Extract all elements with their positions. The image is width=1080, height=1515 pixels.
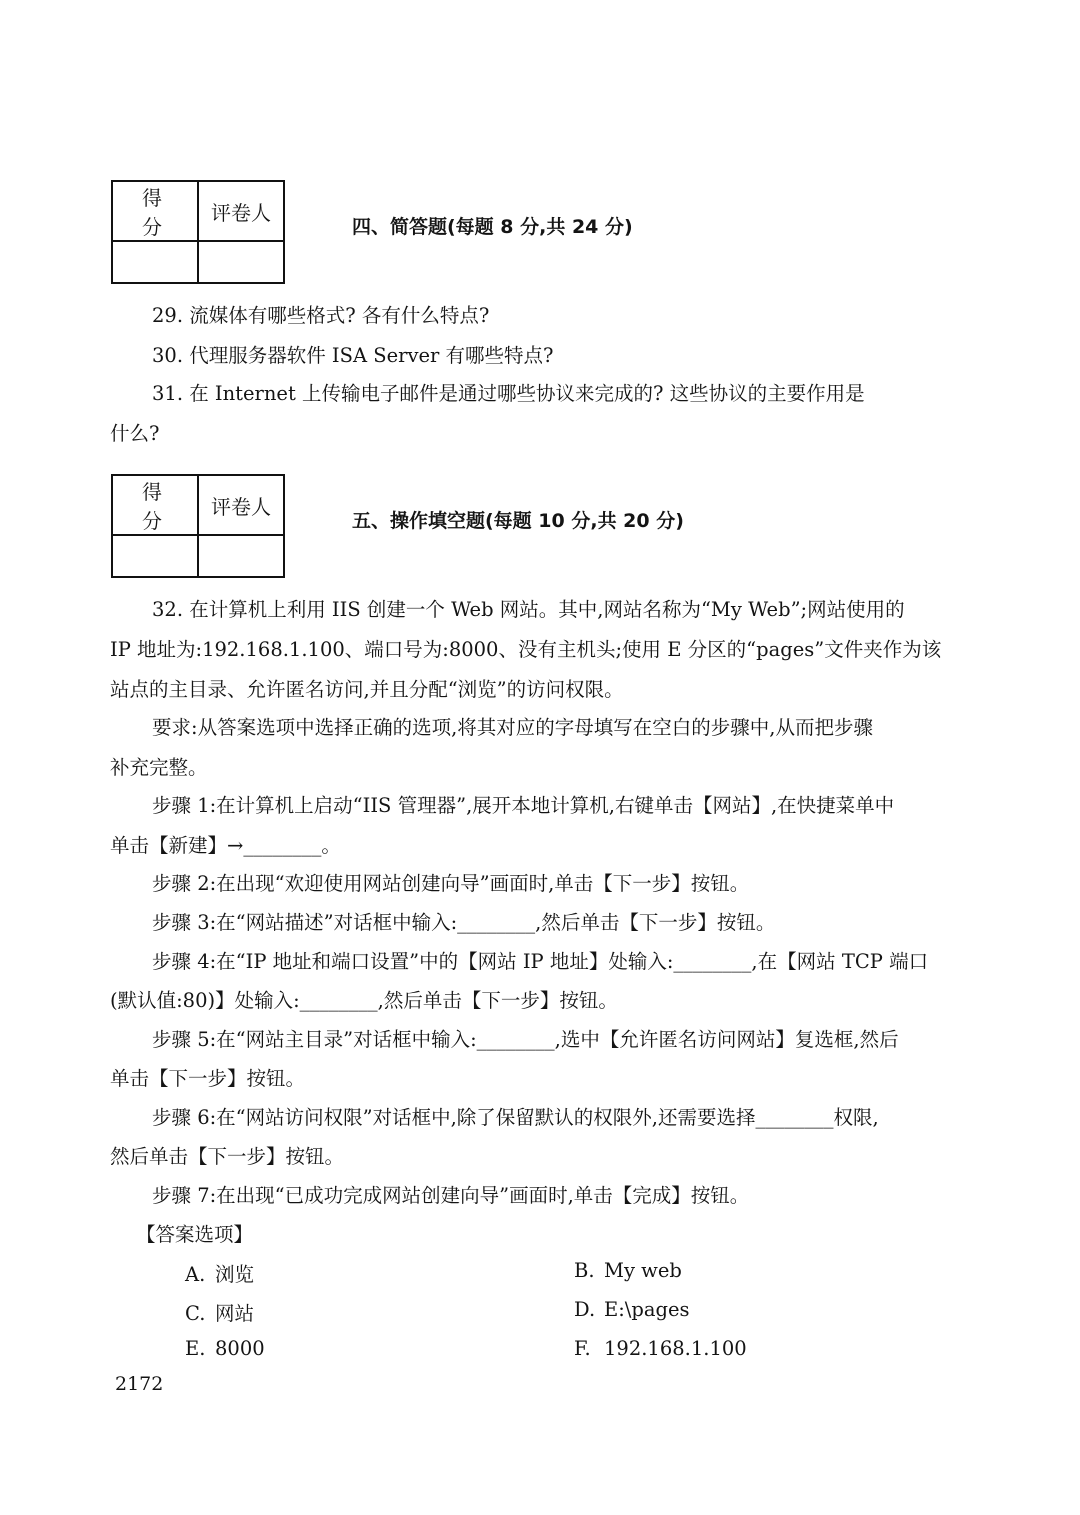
step-5-line1: 步骤 5:在“网站主目录”对话框中输入:________,选中【允许匿名访问网站】复选框,然后	[152, 1028, 899, 1051]
step-4-line1: 步骤 4:在“IP 地址和端口设置”中的【网站 IP 地址】处输入:________,在【网站 TCP 端口	[152, 950, 929, 973]
question-32-line3: 站点的主目录、允许匿名访问,并且分配“浏览”的访问权限。	[110, 678, 624, 701]
step-6-line2: 然后单击【下一步】按钮。	[110, 1145, 345, 1168]
option-d	[574, 1298, 690, 1321]
step-2: 步骤 2:在出现“欢迎使用网站创建向导”画面时,单击【下一步】按钮。	[152, 872, 750, 895]
page-number: 2172	[115, 1373, 164, 1395]
option-letter: F.	[574, 1337, 591, 1360]
question-31-line1: 31. 在 Internet 上传输电子邮件是通过哪些协议来完成的? 这些协议的主要作用是	[152, 382, 865, 405]
option-b	[574, 1259, 682, 1282]
step-4-line2: (默认值:80)】处输入:________,然后单击【下一步】按钮。	[110, 989, 618, 1012]
question-30: 30. 代理服务器软件 ISA Server 有哪些特点?	[152, 344, 554, 367]
step-7: 步骤 7:在出现“已成功完成网站创建向导”画面时,单击【完成】按钮。	[152, 1184, 750, 1207]
option-text: E:\pages	[604, 1298, 690, 1321]
option-letter: A.	[185, 1263, 206, 1286]
question-32-line1: 32. 在计算机上利用 IIS 创建一个 Web 网站。其中,网站名称为“My Web”;网站使用的	[152, 598, 905, 621]
option-letter: B.	[574, 1259, 595, 1282]
question-29: 29. 流媒体有哪些格式? 各有什么特点?	[152, 304, 490, 327]
score-cell	[112, 535, 198, 577]
grader-label: 评卷人	[198, 181, 284, 241]
option-f	[574, 1337, 747, 1360]
grader-cell	[198, 535, 284, 577]
question-31-line2: 什么?	[110, 422, 160, 445]
score-box	[111, 180, 285, 284]
score-cell	[112, 241, 198, 283]
option-text: My web	[604, 1259, 682, 1282]
question-32-line2: IP 地址为:192.168.1.100、端口号为:8000、没有主机头;使用 E 分区的“pages”文件夹作为该	[110, 638, 942, 661]
requirement-line1: 要求:从答案选项中选择正确的选项,将其对应的字母填写在空白的步骤中,从而把步骤	[152, 716, 873, 739]
option-text: 网站	[215, 1302, 255, 1325]
score-box	[111, 474, 285, 578]
step-1-line2: 单击【新建】→________。	[110, 834, 341, 857]
step-5-line2: 单击【下一步】按钮。	[110, 1067, 306, 1090]
option-text: 浏览	[215, 1263, 255, 1286]
option-text: 192.168.1.100	[604, 1337, 747, 1360]
option-c	[185, 1298, 254, 1326]
requirement-line2: 补充完整。	[110, 756, 208, 779]
section-title: 五、操作填空题(每题 10 分,共 20 分)	[352, 510, 684, 532]
section-title: 四、简答题(每题 8 分,共 24 分)	[352, 216, 633, 238]
option-a	[185, 1259, 254, 1287]
answer-options-header: 【答案选项】	[136, 1223, 254, 1246]
grader-cell	[198, 241, 284, 283]
option-letter: E.	[185, 1337, 206, 1360]
option-text: 8000	[215, 1337, 265, 1360]
step-3: 步骤 3:在“网站描述”对话框中输入:________,然后单击【下一步】按钮。	[152, 911, 776, 934]
grader-label: 评卷人	[198, 475, 284, 535]
option-letter: D.	[574, 1298, 596, 1321]
step-6-line1: 步骤 6:在“网站访问权限”对话框中,除了保留默认的权限外,还需要选择________权限,	[152, 1106, 879, 1129]
option-letter: C.	[185, 1302, 206, 1325]
score-label: 得 分	[112, 181, 198, 241]
option-e	[185, 1337, 265, 1360]
step-1-line1: 步骤 1:在计算机上启动“IIS 管理器”,展开本地计算机,右键单击【网站】,在快捷菜单中	[152, 794, 895, 817]
score-label: 得 分	[112, 475, 198, 535]
